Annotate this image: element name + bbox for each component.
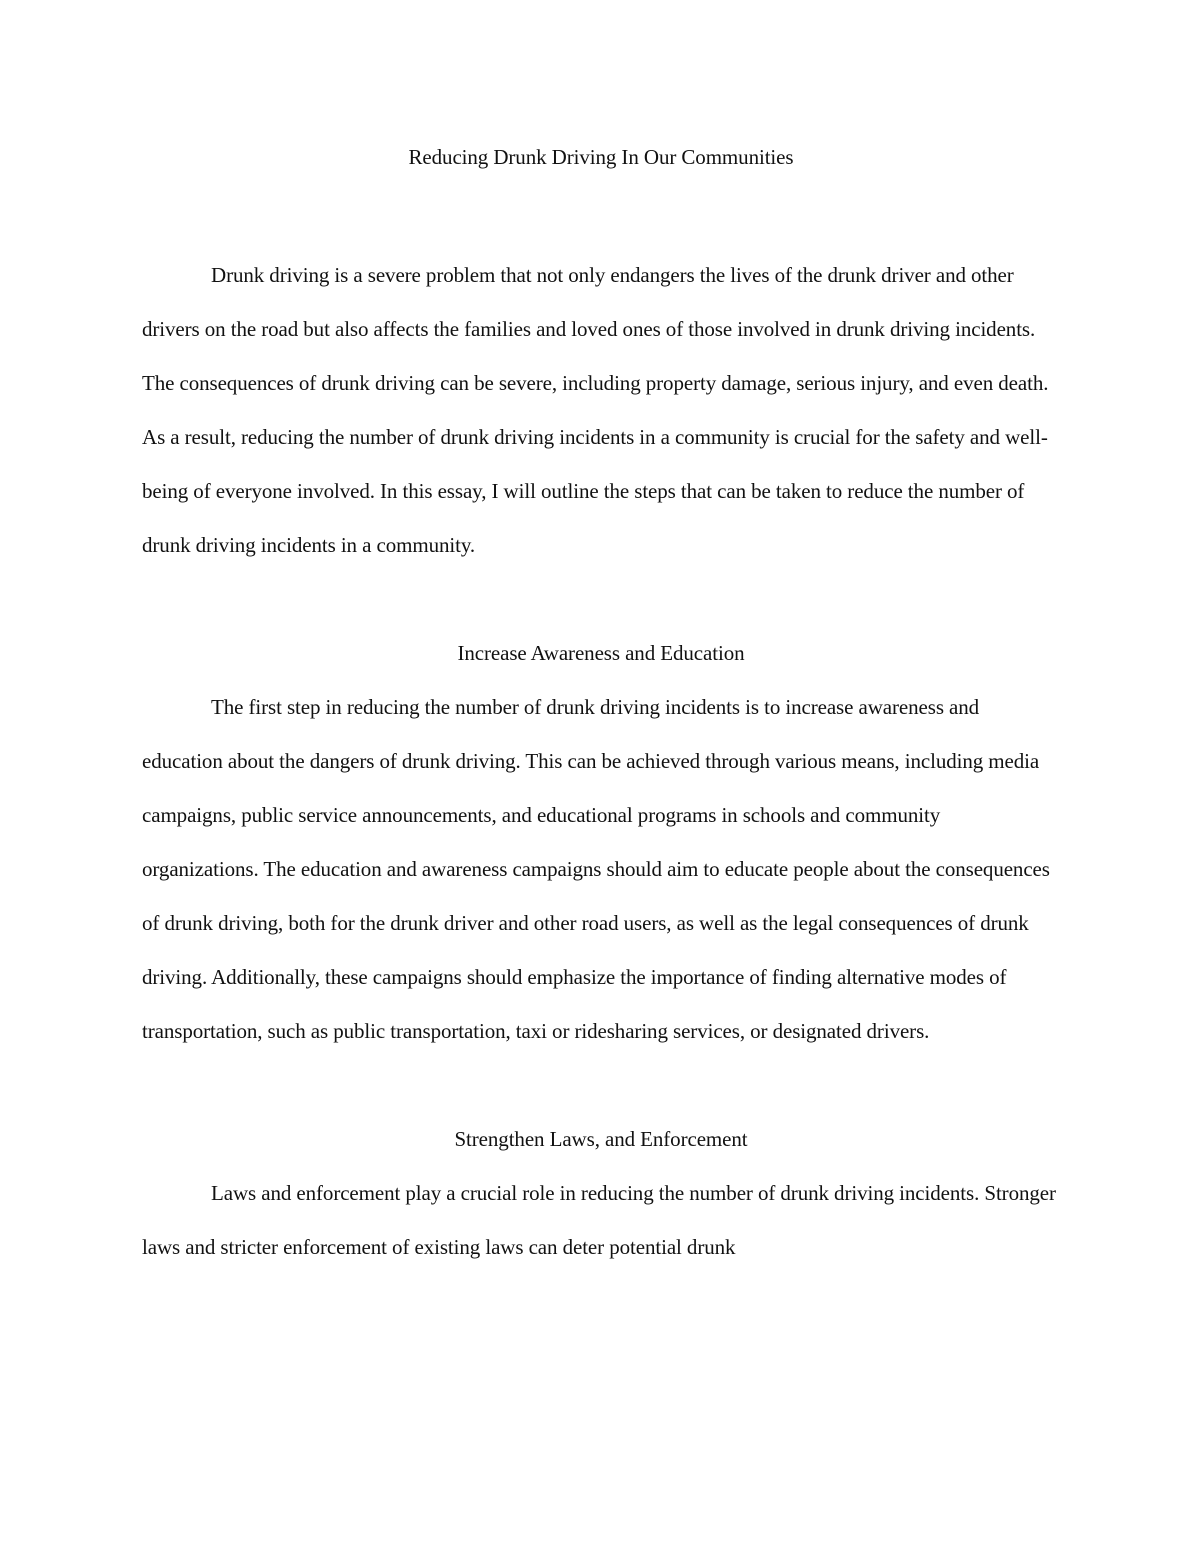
- document-title: Reducing Drunk Driving In Our Communities: [408, 145, 794, 169]
- title-spacer: [142, 174, 1060, 248]
- section-body-laws: Laws and enforcement play a crucial role in reducing the number of drunk driving incidents. Stronger laws and stricter enforcement of existing laws can deter potential drunk: [142, 1181, 1056, 1259]
- section-heading-laws: Strengthen Laws, and Enforcement: [454, 1127, 748, 1151]
- section-spacer: [142, 1058, 1060, 1112]
- intro-paragraph: Drunk driving is a severe problem that not only endangers the lives of the drunk driver and other drivers on the road but also affects the families and loved ones of those involved in drunk driving incidents. The consequences of drunk driving can be severe, including property damage, serious injury, and even death. As a result, reducing the number of drunk driving incidents in a community is crucial for the safety and well-being of everyone involved. In this essay, I will outline the steps that can be taken to reduce the number of drunk driving incidents in a community.: [142, 263, 1049, 557]
- document-content: [142, 140, 1060, 1274]
- section-body-awareness: The first step in reducing the number of drunk driving incidents is to increase awareness and education about the dangers of drunk driving. This can be achieved through various means, including media campaigns, public service announcements, and educational programs in schools and community organizations. The education and awareness campaigns should aim to educate people about the consequences of drunk driving, both for the drunk driver and other road users, as well as the legal consequences of drunk driving. Additionally, these campaigns should emphasize the importance of finding alternative modes of transportation, such as public transportation, taxi or ridesharing services, or designated drivers.: [142, 695, 1050, 1043]
- section-spacer: [142, 572, 1060, 626]
- section-heading-awareness: Increase Awareness and Education: [457, 641, 745, 665]
